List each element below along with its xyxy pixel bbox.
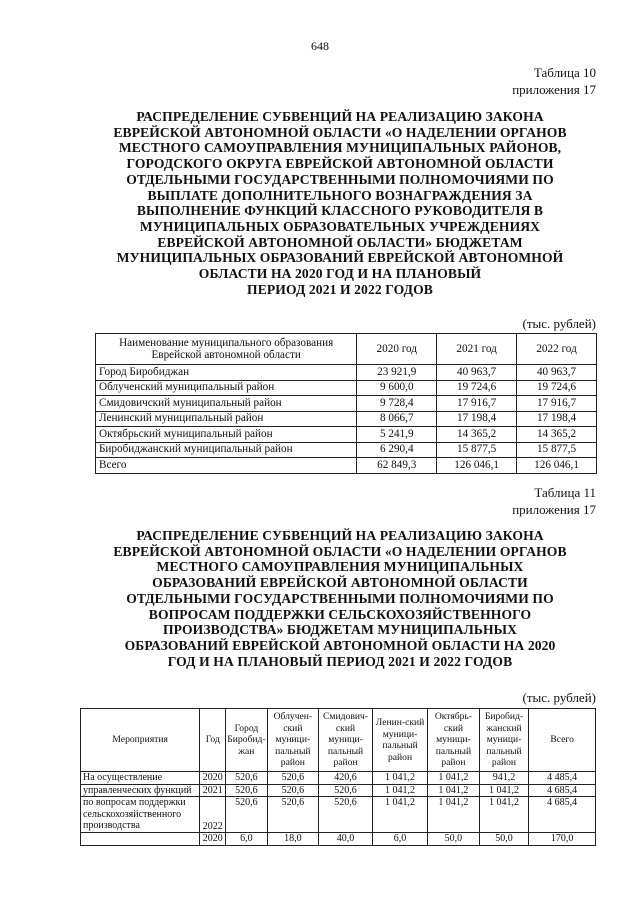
table11-reference xyxy=(512,484,596,518)
cell-value: 420,6 xyxy=(319,772,373,785)
cell-value: 15 877,5 xyxy=(517,442,597,458)
cell-value: 17 198,4 xyxy=(437,411,517,427)
cell-value: 6,0 xyxy=(226,833,267,846)
cell-value: 520,6 xyxy=(226,797,267,833)
table-total-row xyxy=(96,458,597,474)
cell-name: Октябрьский муниципальный район xyxy=(96,427,357,443)
cell-value: 4 485,4 xyxy=(529,772,596,785)
cell-value: 520,6 xyxy=(319,784,373,797)
table-row xyxy=(96,411,597,427)
table11 xyxy=(80,708,596,846)
cell-value: 1 041,2 xyxy=(428,784,480,797)
title-line: МУНИЦИПАЛЬНЫХ ОБРАЗОВАНИЙ ЕВРЕЙСКОЙ АВТОНОМНОЙ xyxy=(116,250,564,266)
table11-ref-number: Таблица 11 xyxy=(534,485,596,500)
cell-year: 2020 xyxy=(200,772,226,785)
cell-value: 18,0 xyxy=(267,833,319,846)
cell-value: 9 600,0 xyxy=(357,380,437,396)
title-line: ЕВРЕЙСКОЙ АВТОНОМНОЙ ОБЛАСТИ «О НАДЕЛЕНИИ ОРГАНОВ xyxy=(113,124,567,140)
header-year: Год xyxy=(200,709,226,772)
cell-value: 520,6 xyxy=(267,797,319,833)
table-row xyxy=(81,772,596,785)
cell-value: 126 046,1 xyxy=(437,458,517,474)
page-number: 648 xyxy=(311,39,329,53)
table-row xyxy=(96,396,597,412)
cell-name: Ленинский муниципальный район xyxy=(96,411,357,427)
cell-value: 40,0 xyxy=(319,833,373,846)
cell-activity: по вопросам поддержки сельскохозяйственного производства xyxy=(81,797,200,833)
table11-ref-appendix: приложения 17 xyxy=(512,502,596,517)
cell-name: Всего xyxy=(96,458,357,474)
cell-value: 1 041,2 xyxy=(479,797,529,833)
cell-year: 2022 xyxy=(200,797,226,833)
table-row xyxy=(81,833,596,846)
cell-value: 9 728,4 xyxy=(357,396,437,412)
title-line: ОБРАЗОВАНИЙ ЕВРЕЙСКОЙ АВТОНОМНОЙ ОБЛАСТИ xyxy=(152,575,528,591)
cell-value: 14 365,2 xyxy=(517,427,597,443)
cell-value: 40 963,7 xyxy=(517,365,597,381)
cell-value: 1 041,2 xyxy=(428,797,480,833)
header-oktyabrsky: Октябрь-ский муници-пальный район xyxy=(428,709,480,772)
header-leninsky: Ленин-ский муници-пальный район xyxy=(372,709,427,772)
cell-value: 520,6 xyxy=(267,772,319,785)
cell-value: 8 066,7 xyxy=(357,411,437,427)
title-line: ГОД И НА ПЛАНОВЫЙ ПЕРИОД 2021 И 2022 ГОДОВ xyxy=(167,653,513,669)
table10-unit: (тыс. рублей) xyxy=(522,316,596,331)
table-row xyxy=(96,427,597,443)
table-row xyxy=(96,365,597,381)
cell-value: 40 963,7 xyxy=(437,365,517,381)
title-line: МЕСТНОГО САМОУПРАВЛЕНИЯ МУНИЦИПАЛЬНЫХ РАЙОНОВ, xyxy=(118,140,562,156)
cell-value: 170,0 xyxy=(529,833,596,846)
title-line: МУНИЦИПАЛЬНЫХ ОБРАЗОВАТЕЛЬНЫХ УЧРЕЖДЕНИЯХ xyxy=(139,218,541,234)
table10-ref-number: Таблица 10 xyxy=(533,65,596,80)
cell-name: Смидовичский муниципальный район xyxy=(96,396,357,412)
cell-value: 50,0 xyxy=(479,833,529,846)
title-line: ОБЛАСТИ НА 2020 ГОД И НА ПЛАНОВЫЙ xyxy=(198,266,482,282)
cell-value: 19 724,6 xyxy=(437,380,517,396)
title-line: РАСПРЕДЕЛЕНИЕ СУБВЕНЦИЙ НА РЕАЛИЗАЦИЮ ЗАКОНА xyxy=(136,109,544,124)
cell-activity: На осуществление xyxy=(81,772,200,785)
table11-unit: (тыс. рублей) xyxy=(522,690,596,705)
cell-name: Облученский муниципальный район xyxy=(96,380,357,396)
cell-value: 62 849,3 xyxy=(357,458,437,474)
cell-value: 520,6 xyxy=(226,784,267,797)
title-line: ОТДЕЛЬНЫМИ ГОСУДАРСТВЕННЫМИ ПОЛНОМОЧИЯМИ ПО xyxy=(126,171,554,187)
table10 xyxy=(95,333,597,474)
cell-value: 50,0 xyxy=(428,833,480,846)
cell-value: 23 921,9 xyxy=(357,365,437,381)
cell-value: 19 724,6 xyxy=(517,380,597,396)
title-line: ПЕРИОД 2021 И 2022 ГОДОВ xyxy=(247,281,433,297)
cell-value: 6,0 xyxy=(372,833,427,846)
header-2021: 2021 год xyxy=(437,334,517,365)
cell-value: 1 041,2 xyxy=(479,784,529,797)
header-birobidzhansky: Биробид-жанский муници-пальный район xyxy=(479,709,529,772)
title-line: ОТДЕЛЬНЫМИ ГОСУДАРСТВЕННЫМИ ПОЛНОМОЧИЯМИ ПО xyxy=(126,590,554,606)
cell-value: 520,6 xyxy=(226,772,267,785)
title-line: ЕВРЕЙСКОЙ АВТОНОМНОЙ ОБЛАСТИ «О НАДЕЛЕНИИ ОРГАНОВ xyxy=(113,543,567,559)
title-line: РАСПРЕДЕЛЕНИЕ СУБВЕНЦИЙ НА РЕАЛИЗАЦИЮ ЗАКОНА xyxy=(136,528,544,543)
cell-value: 15 877,5 xyxy=(437,442,517,458)
table10-title xyxy=(70,109,610,297)
table10-ref-appendix: приложения 17 xyxy=(512,82,596,97)
table-row xyxy=(96,380,597,396)
cell-value: 520,6 xyxy=(267,784,319,797)
cell-year: 2020 xyxy=(200,833,226,846)
header-total: Всего xyxy=(529,709,596,772)
cell-value: 4 685,4 xyxy=(529,797,596,833)
title-line: ВЫПЛАТЕ ДОПОЛНИТЕЛЬНОГО ВОЗНАГРАЖДЕНИЯ ЗА xyxy=(147,187,533,203)
cell-value: 1 041,2 xyxy=(428,772,480,785)
title-line: ВЫПОЛНЕНИЕ ФУНКЦИЙ КЛАССНОГО РУКОВОДИТЕЛЯ В xyxy=(136,203,544,219)
cell-value: 1 041,2 xyxy=(372,797,427,833)
cell-activity: управленческих функций xyxy=(81,784,200,797)
cell-value: 4 685,4 xyxy=(529,784,596,797)
cell-value: 17 198,4 xyxy=(517,411,597,427)
table-row xyxy=(81,784,596,797)
header-2022: 2022 год xyxy=(517,334,597,365)
table10-reference xyxy=(512,64,596,98)
cell-value: 17 916,7 xyxy=(437,396,517,412)
cell-value: 126 046,1 xyxy=(517,458,597,474)
table11-title xyxy=(70,528,610,669)
cell-value: 941,2 xyxy=(479,772,529,785)
header-2020: 2020 год xyxy=(357,334,437,365)
cell-year: 2021 xyxy=(200,784,226,797)
table-header-row xyxy=(81,709,596,772)
header-municipality: Наименование муниципального образования Еврейской автономной области xyxy=(96,334,357,365)
title-line: ОБРАЗОВАНИЙ ЕВРЕЙСКОЙ АВТОНОМНОЙ ОБЛАСТИ НА 2020 xyxy=(124,637,556,653)
cell-value: 5 241,9 xyxy=(357,427,437,443)
cell-value: 520,6 xyxy=(319,797,373,833)
table-header-row xyxy=(96,334,597,365)
header-activity: Мероприятия xyxy=(81,709,200,772)
header-smidovichsky: Смидович-ский муници-пальный район xyxy=(319,709,373,772)
header-obluchensky: Облучен-ский муници-пальный район xyxy=(267,709,319,772)
title-line: ГОРОДСКОГО ОКРУГА ЕВРЕЙСКОЙ АВТОНОМНОЙ ОБЛАСТИ xyxy=(126,156,554,172)
table-row xyxy=(96,442,597,458)
cell-value: 1 041,2 xyxy=(372,784,427,797)
title-line: ПРОИЗВОДСТВА» БЮДЖЕТАМ МУНИЦИПАЛЬНЫХ xyxy=(162,622,518,638)
table-row xyxy=(81,797,596,833)
header-birobidzhan-city: Город Биробид-жан xyxy=(226,709,267,772)
cell-activity xyxy=(81,833,200,846)
cell-name: Город Биробиджан xyxy=(96,365,357,381)
cell-value: 6 290,4 xyxy=(357,442,437,458)
title-line: МЕСТНОГО САМОУПРАВЛЕНИЯ МУНИЦИПАЛЬНЫХ xyxy=(156,559,524,575)
cell-name: Биробиджанский муниципальный район xyxy=(96,442,357,458)
title-line: ЕВРЕЙСКОЙ АВТОНОМНОЙ ОБЛАСТИ» БЮДЖЕТАМ xyxy=(157,234,523,250)
cell-value: 1 041,2 xyxy=(372,772,427,785)
cell-value: 17 916,7 xyxy=(517,396,597,412)
title-line: ВОПРОСАМ ПОДДЕРЖКИ СЕЛЬСКОХОЗЯЙСТВЕННОГО xyxy=(148,606,532,622)
cell-value: 14 365,2 xyxy=(437,427,517,443)
